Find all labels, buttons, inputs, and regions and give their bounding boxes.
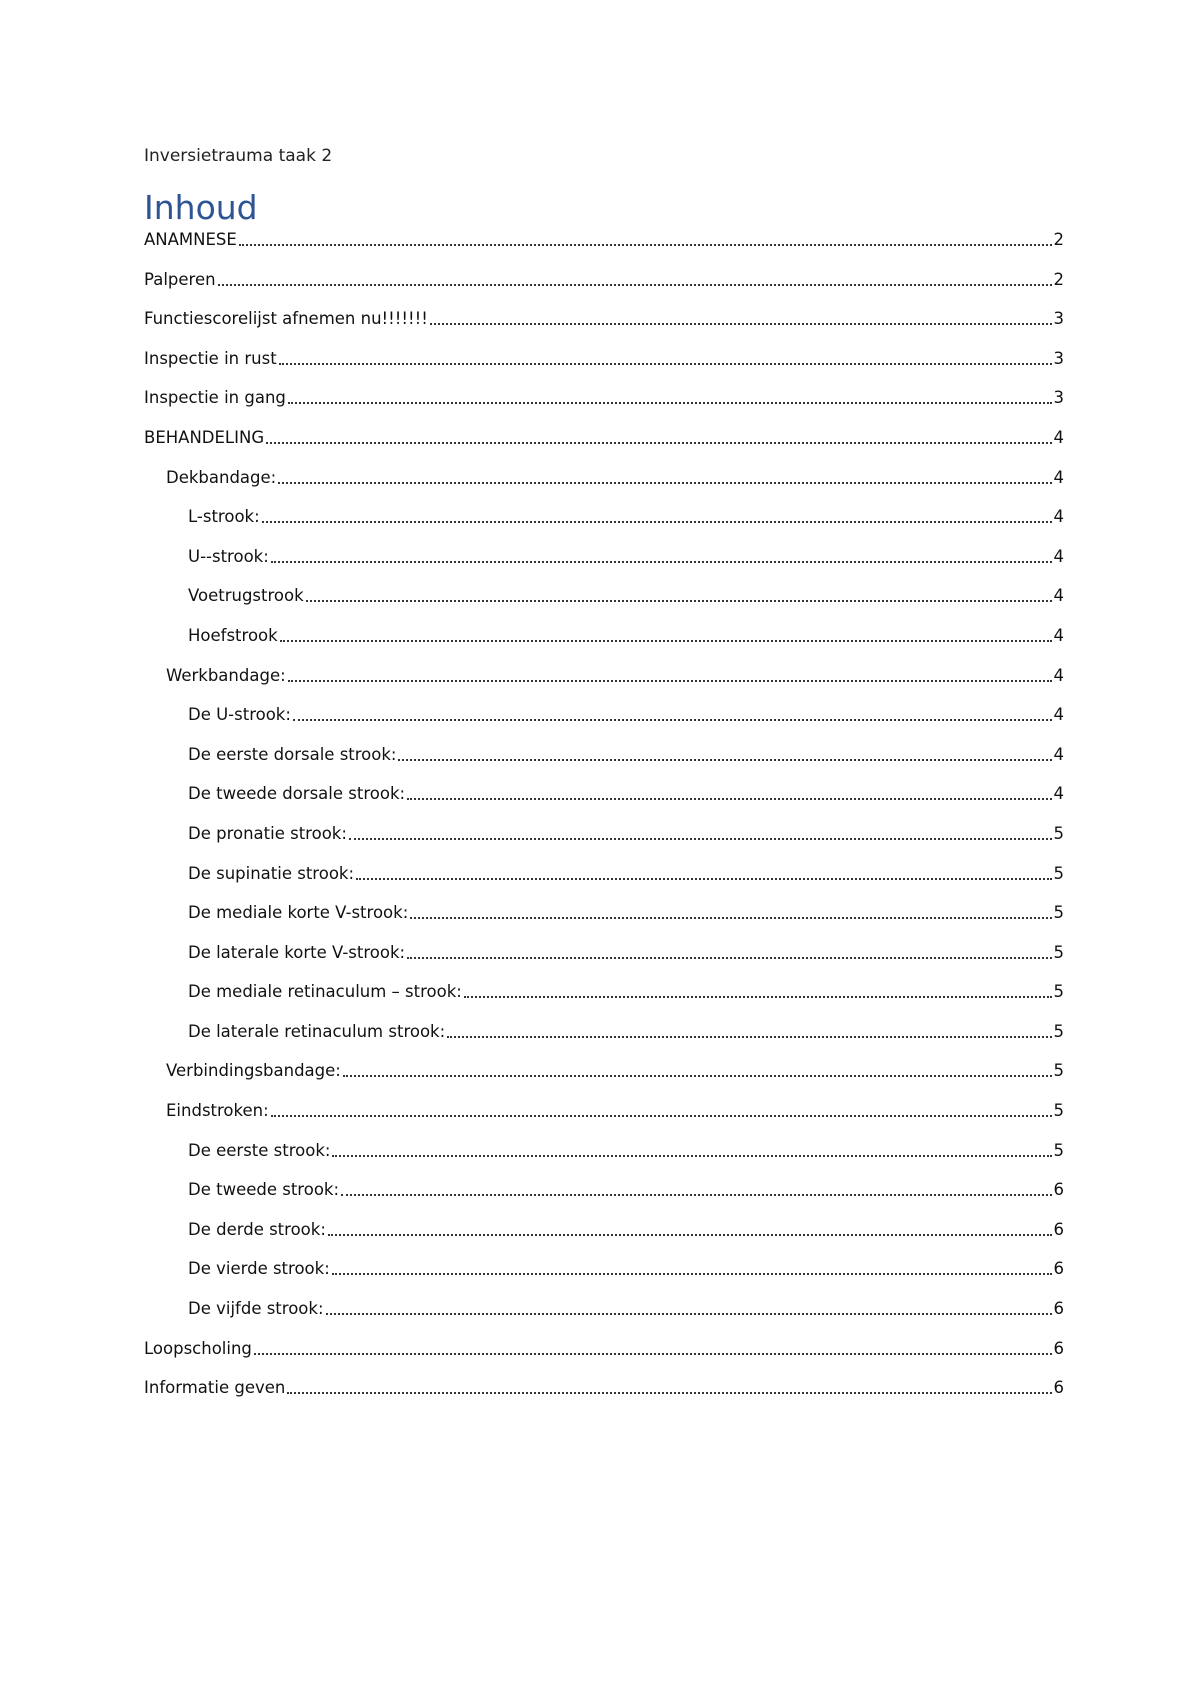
toc-entry-page-number: 2 <box>1053 269 1064 289</box>
toc-dot-leader <box>271 547 1052 567</box>
toc-dot-leader <box>332 1141 1051 1161</box>
toc-entry[interactable] <box>144 804 1064 844</box>
toc-dot-leader <box>398 745 1051 765</box>
toc-entry[interactable] <box>144 1200 1064 1240</box>
toc-entry-label: Dekbandage: <box>166 467 277 487</box>
toc-dot-leader <box>332 1259 1052 1279</box>
toc-dot-leader <box>407 943 1051 963</box>
toc-entry-label: Inspectie in gang <box>144 388 286 408</box>
toc-dot-leader <box>262 507 1052 527</box>
toc-entry-page-number: 5 <box>1053 1140 1064 1160</box>
toc-entry-page-number: 4 <box>1053 665 1064 685</box>
toc-dot-leader <box>279 349 1052 369</box>
toc-entry-page-number: 5 <box>1053 903 1064 923</box>
toc-dot-leader <box>278 468 1051 488</box>
toc-entry-label: De vijfde strook: <box>188 1299 324 1319</box>
toc-entry-label: Loopscholing <box>144 1338 252 1358</box>
document-page <box>144 144 1064 1398</box>
toc-entry-label: De derde strook: <box>188 1219 326 1239</box>
toc-entry-page-number: 4 <box>1053 546 1064 566</box>
toc-entry-page-number: 6 <box>1053 1219 1064 1239</box>
toc-entry-page-number: 5 <box>1053 982 1064 1002</box>
toc-entry[interactable] <box>144 1279 1064 1319</box>
toc-dot-leader <box>430 309 1052 329</box>
toc-entry[interactable] <box>144 1240 1064 1280</box>
toc-entry-page-number: 4 <box>1053 784 1064 804</box>
toc-dot-leader <box>326 1299 1052 1319</box>
toc-entry-label: De supinatie strook: <box>188 863 355 883</box>
toc-entry-page-number: 5 <box>1053 1021 1064 1041</box>
toc-entry[interactable] <box>144 329 1064 369</box>
toc-entry-label: Palperen <box>144 269 216 289</box>
document-header: Inversietrauma taak 2 <box>144 146 333 166</box>
toc-entry-label: De vierde strook: <box>188 1259 330 1279</box>
toc-entry[interactable] <box>144 527 1064 567</box>
toc-entry[interactable] <box>144 1002 1064 1042</box>
toc-entry-page-number: 3 <box>1053 309 1064 329</box>
toc-entry-page-number: 6 <box>1053 1378 1064 1398</box>
toc-dot-leader <box>254 1339 1052 1359</box>
toc-entry-page-number: 6 <box>1053 1299 1064 1319</box>
toc-dot-leader <box>287 1378 1051 1398</box>
toc-entry-label: BEHANDELING <box>144 427 265 447</box>
toc-entry-label: De tweede strook: <box>188 1180 340 1200</box>
toc-title: Inhoud <box>144 188 258 227</box>
toc-entry-label: Voetrugstrook <box>188 586 304 606</box>
toc-dot-leader <box>341 1180 1051 1200</box>
toc-entry[interactable] <box>144 567 1064 607</box>
toc-entry-page-number: 2 <box>1053 230 1064 249</box>
toc-entry-label: De eerste dorsale strook: <box>188 744 397 764</box>
toc-entry-label: De mediale korte V-strook: <box>188 903 409 923</box>
toc-entry-page-number: 5 <box>1053 1101 1064 1121</box>
toc-entry-page-number: 6 <box>1053 1180 1064 1200</box>
toc-entry-label: L-strook: <box>188 507 260 527</box>
toc-entry-page-number: 5 <box>1053 863 1064 883</box>
toc-entry-label: Verbindingsbandage: <box>166 1061 341 1081</box>
toc-entry-page-number: 5 <box>1053 1061 1064 1081</box>
toc-dot-leader <box>464 982 1052 1002</box>
toc-dot-leader <box>293 705 1052 725</box>
toc-entry-page-number: 3 <box>1053 348 1064 368</box>
toc-entry-label: De U-strook: <box>188 705 291 725</box>
toc-entry-label: Eindstroken: <box>166 1101 269 1121</box>
toc-entry[interactable] <box>144 923 1064 963</box>
toc-dot-leader <box>343 1061 1052 1081</box>
toc-entry[interactable] <box>144 448 1064 488</box>
toc-dot-leader <box>218 270 1052 290</box>
toc-dot-leader <box>328 1220 1052 1240</box>
toc-entry-label: De mediale retinaculum – strook: <box>188 982 462 1002</box>
toc-entry-label: Functiescorelijst afnemen nu!!!!!!! <box>144 309 428 329</box>
toc-dot-leader <box>239 230 1052 250</box>
toc-entry-label: De tweede dorsale strook: <box>188 784 406 804</box>
toc-entry-label: Informatie geven <box>144 1378 286 1398</box>
toc-dot-leader <box>349 824 1052 844</box>
toc-entry[interactable] <box>144 884 1064 924</box>
toc-entry-page-number: 4 <box>1053 586 1064 606</box>
toc-dot-leader <box>280 626 1052 646</box>
toc-entry-page-number: 6 <box>1053 1259 1064 1279</box>
toc-entry-label: ANAMNESE <box>144 230 237 249</box>
toc-dot-leader <box>288 388 1052 408</box>
toc-entry-page-number: 6 <box>1053 1338 1064 1358</box>
toc-entry-page-number: 4 <box>1053 427 1064 447</box>
toc-dot-leader <box>356 864 1051 884</box>
toc-entry-page-number: 5 <box>1053 942 1064 962</box>
toc-entry[interactable] <box>144 488 1064 528</box>
toc-entry[interactable] <box>144 369 1064 409</box>
toc-entry[interactable] <box>144 250 1064 290</box>
toc-entry-label: De pronatie strook: <box>188 823 347 843</box>
toc-entry-label: U--strook: <box>188 546 269 566</box>
toc-entry-label: De eerste strook: <box>188 1140 331 1160</box>
toc-entry-label: De laterale korte V-strook: <box>188 942 406 962</box>
toc-dot-leader <box>306 586 1052 606</box>
toc-entry[interactable] <box>144 606 1064 646</box>
toc-entry[interactable] <box>144 1319 1064 1359</box>
toc-entry-label: Werkbandage: <box>166 665 286 685</box>
toc-dot-leader <box>288 666 1052 686</box>
toc-entry[interactable] <box>144 844 1064 884</box>
toc-entry[interactable] <box>144 290 1064 330</box>
toc-dot-leader <box>266 428 1051 448</box>
toc-entry[interactable] <box>144 1121 1064 1161</box>
toc-entry[interactable] <box>144 725 1064 765</box>
toc-entry[interactable] <box>144 765 1064 805</box>
toc-entry-label: Hoefstrook <box>188 625 278 645</box>
toc-entry-page-number: 5 <box>1053 823 1064 843</box>
toc-entry-label: De laterale retinaculum strook: <box>188 1021 446 1041</box>
toc-entry[interactable] <box>144 1161 1064 1201</box>
toc-entry[interactable] <box>144 963 1064 1003</box>
toc-entry-page-number: 4 <box>1053 625 1064 645</box>
toc-entry-page-number: 4 <box>1053 705 1064 725</box>
table-of-contents <box>144 230 1064 1398</box>
toc-dot-leader <box>447 1022 1051 1042</box>
toc-entry-page-number: 4 <box>1053 467 1064 487</box>
toc-entry[interactable] <box>144 1042 1064 1082</box>
toc-dot-leader <box>407 784 1051 804</box>
toc-entry[interactable] <box>144 408 1064 448</box>
toc-entry[interactable] <box>144 646 1064 686</box>
toc-entry-label: Inspectie in rust <box>144 348 277 368</box>
toc-entry-page-number: 3 <box>1053 388 1064 408</box>
toc-entry[interactable] <box>144 686 1064 726</box>
toc-entry[interactable] <box>144 1081 1064 1121</box>
toc-entry-page-number: 4 <box>1053 507 1064 527</box>
toc-entry[interactable] <box>144 1359 1064 1399</box>
toc-dot-leader <box>271 1101 1052 1121</box>
toc-entry[interactable] <box>144 230 1064 250</box>
toc-entry-page-number: 4 <box>1053 744 1064 764</box>
toc-dot-leader <box>410 903 1051 923</box>
